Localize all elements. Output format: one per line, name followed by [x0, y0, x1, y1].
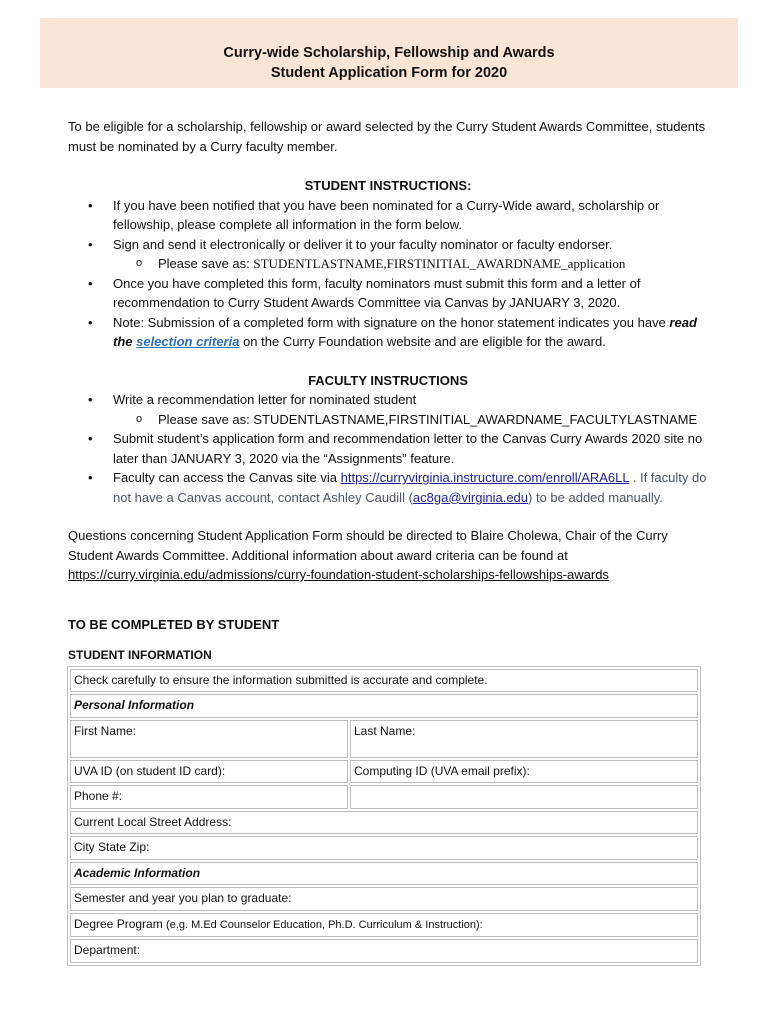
selection-criteria-link[interactable]: selection criteria	[136, 334, 240, 349]
phone-extra-field[interactable]	[350, 785, 698, 809]
student-instructions-heading: STUDENT INSTRUCTIONS:	[304, 178, 472, 193]
student-instruction-item: • If you have been notified that you have been nominated for a Curry-Wide award, scholarship or fellowship, please complete all information in the form below.	[68, 196, 708, 235]
faculty-instruction-item: • Write a recommendation letter for nominated student o Please save as: STUDENTLASTNAME,FIRSTINITIAL_AWARDNAME_FACULTYLASTNAME	[68, 390, 708, 429]
faculty-save-as-item: o Please save as: STUDENTLASTNAME,FIRSTINITIAL_AWARDNAME_FACULTYLASTNAME	[68, 410, 708, 430]
graduation-term-field[interactable]: Semester and year you plan to graduate:	[70, 887, 698, 911]
uva-id-field[interactable]: UVA ID (on student ID card):	[70, 760, 348, 784]
first-name-field[interactable]: First Name:	[70, 720, 348, 758]
contact-email-link[interactable]: ac8ga@virginia.edu	[412, 489, 529, 505]
student-instruction-item: • Once you have completed this form, faculty nominators must submit this form and a letter of recommendation to Curry Student Awards Committee via Canvas by JANUARY 3, 2020.	[68, 274, 708, 313]
faculty-instruction-item: • Faculty can access the Canvas site via https://curryvirginia.instructure.com/enroll/ARA6LL . If faculty do not have a Canvas account, contact Ashley Caudill (ac8ga@virginia.edu) to be added manually.	[68, 468, 708, 507]
award-criteria-link[interactable]: https://curry.virginia.edu/admissions/curry-foundation-student-scholarships-fellowships-awards	[68, 567, 609, 582]
student-info-table	[67, 666, 701, 966]
accuracy-note: Check carefully to ensure the information submitted is accurate and complete.	[70, 669, 698, 693]
personal-info-heading: Personal Information	[70, 694, 698, 718]
faculty-save-as-sublist	[68, 410, 708, 430]
degree-program-field[interactable]: Degree Program (e.g. M.Ed Counselor Education, Ph.D. Curriculum & Instruction):	[70, 913, 698, 938]
computing-id-field[interactable]: Computing ID (UVA email prefix):	[350, 760, 698, 784]
student-instruction-item: • Sign and send it electronically or deliver it to your faculty nominator or faculty endorser. o Please save as: STUDENTLASTNAME,FIRSTINITIAL_AWARDNAME_application	[68, 235, 708, 274]
eligibility-intro: To be eligible for a scholarship, fellowship or award selected by the Curry Student Awards Committee, students must be nominated by a Curry faculty member.	[68, 119, 706, 154]
last-name-field[interactable]: Last Name:	[350, 720, 698, 758]
academic-info-heading: Academic Information	[70, 862, 698, 886]
document-body	[68, 117, 708, 966]
faculty-instruction-item: • Submit student’s application form and recommendation letter to the Canvas Curry Awards 2020 site no later than JANUARY 3, 2020 via the “Assignments” feature.	[68, 429, 708, 468]
save-as-sublist	[68, 254, 708, 274]
form-title-line2: Student Application Form for 2020	[270, 65, 508, 81]
questions-paragraph: Questions concerning Student Application Form should be directed to Blaire Cholewa, Chair of the Curry Student Awards Committee. Additional information about award criteria can be found at https://curry.virginia.edu/admissions/curry-foundation-student-scholarships-fellowships-awards	[68, 528, 668, 582]
department-field[interactable]: Department:	[70, 939, 698, 963]
canvas-enroll-link[interactable]: https://curryvirginia.instructure.com/enroll/ARA6LL	[340, 470, 630, 485]
title-banner	[40, 18, 738, 88]
city-state-zip-field[interactable]: City State Zip:	[70, 836, 698, 860]
save-as-item: o Please save as: STUDENTLASTNAME,FIRSTINITIAL_AWARDNAME_application	[68, 254, 708, 274]
street-address-field[interactable]: Current Local Street Address:	[70, 811, 698, 835]
student-info-title: STUDENT INFORMATION	[68, 648, 212, 662]
student-instruction-item: • Note: Submission of a completed form with signature on the honor statement indicates you have read the selection criteria on the Curry Foundation website and are eligible for the award.	[68, 313, 708, 352]
phone-field[interactable]: Phone #:	[70, 785, 348, 809]
faculty-instructions-list	[68, 390, 708, 507]
student-section-title: TO BE COMPLETED BY STUDENT	[68, 616, 280, 632]
faculty-instructions-heading: FACULTY INSTRUCTIONS	[308, 372, 468, 388]
student-instructions-list	[68, 196, 708, 352]
form-title-line1: Curry-wide Scholarship, Fellowship and Awards	[223, 45, 555, 61]
